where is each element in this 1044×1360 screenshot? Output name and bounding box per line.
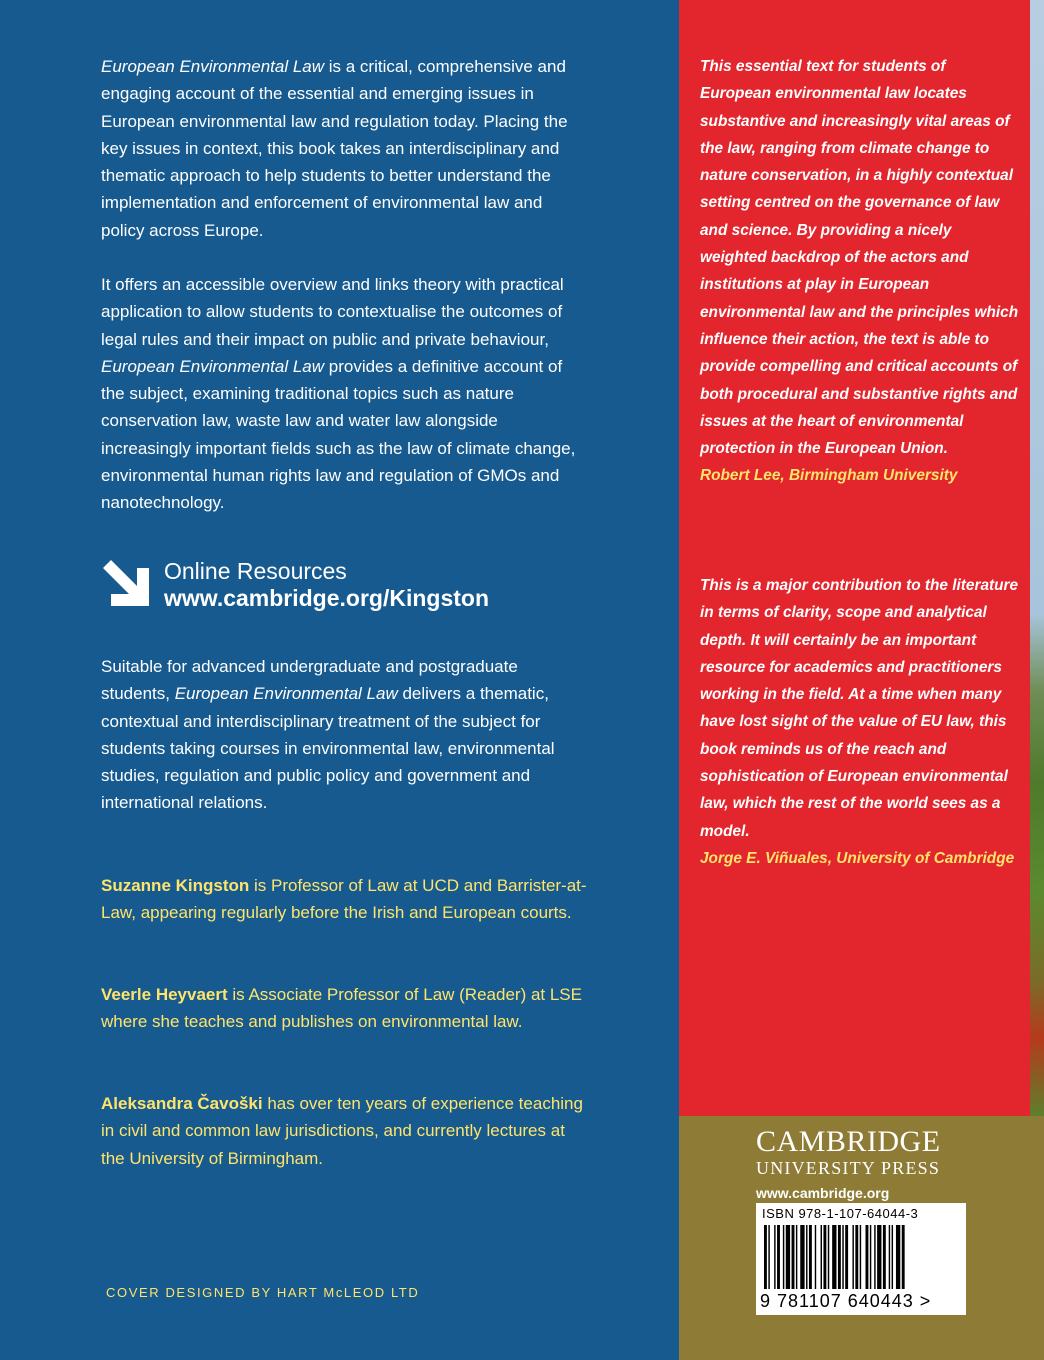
barcode-bar — [870, 1225, 871, 1289]
book-title-italic: European Environmental Law — [101, 356, 325, 376]
quote-attribution: Robert Lee, Birmingham University — [700, 467, 958, 485]
quote-text: This is a major contribution to the literature in terms of clarity, scope and analytical depth. It will certainly be an important resource for academics and practitioners working in the field. At a time when many have lost sight of the value of EU law, this book reminds us of the reach and sophistication of European environmental law, which the rest of the world sees as a model. — [700, 577, 1019, 840]
author-name: Aleksandra Čavoški — [101, 1094, 263, 1113]
author-bio-kingston — [101, 872, 591, 927]
quote-text: This essential text for students of European environmental law locates substantive and increasingly vital areas of the law, ranging from climate change to nature conservation, in a highly contextual setting centred on the governance of law and science. By providing a nicely weighted backdrop of the actors and institutions at play in European environmental law and the principles which influence their action, the text is able to provide compelling and critical accounts of both procedural and substantive rights and issues at the heart of environmental protection in the European Union. — [700, 58, 1019, 458]
author-name: Veerle Heyvaert — [101, 985, 228, 1004]
cover-designer-credit: COVER DESIGNED BY HART McLEOD LTD — [106, 1285, 420, 1300]
blurb-text: delivers a thematic, contextual and interdisciplinary treatment of the subject for students taking courses in environmental law, environmental studies, regulation and public policy and government and international relations. — [101, 684, 555, 813]
author-bio-text: is Associate Professor of Law (Reader) at LSE where she teaches and publishes on environmental law. — [101, 985, 582, 1032]
barcode-bar — [800, 1225, 804, 1289]
author-bio-heyvaert — [101, 981, 591, 1036]
barcode-bar — [783, 1225, 784, 1289]
barcode-bar — [866, 1225, 869, 1289]
book-title-italic: European Environmental Law — [101, 57, 325, 76]
barcode-bar — [855, 1225, 858, 1289]
author-name: Suzanne Kingston — [101, 876, 250, 895]
barcode-bar — [842, 1225, 843, 1289]
barcode-bar — [892, 1225, 893, 1289]
barcode-bar — [764, 1225, 767, 1289]
barcode-bar — [838, 1225, 841, 1289]
online-resources-url[interactable]: www.cambridge.org/Kingston — [164, 585, 489, 611]
barcode-bars — [764, 1225, 958, 1289]
barcode-bar — [874, 1225, 875, 1289]
cover-photo-strip — [1030, 0, 1044, 1116]
blurb-paragraph-3 — [101, 653, 586, 817]
blurb-text: Suitable for advanced undergraduate and postgraduate students, — [101, 657, 518, 704]
barcode-bar — [786, 1225, 790, 1289]
isbn-label: ISBN 978-1-107-64044-3 — [762, 1206, 919, 1221]
barcode-bar — [883, 1225, 886, 1289]
barcode-bar — [768, 1225, 769, 1289]
barcode-bar — [806, 1225, 807, 1289]
blurb-text: is a critical, comprehensive and engaging account of the essential and emerging issues in European environmental law and regulation today. Placing the key issues in context, this book takes an interdisciplinary and thematic approach to help students to better understand the implementation and enforcement of environmental law and policy across Europe. — [101, 57, 568, 240]
publisher-logo — [756, 1126, 976, 1204]
barcode-bar — [777, 1225, 780, 1289]
barcode-bar — [821, 1225, 822, 1289]
book-title-italic: European Environmental Law — [174, 684, 398, 704]
barcode-bar — [832, 1225, 836, 1289]
barcode-bar — [815, 1225, 816, 1289]
barcode-bar — [902, 1225, 905, 1289]
publisher-subname: UNIVERSITY PRESS — [756, 1158, 941, 1178]
barcode-bar — [896, 1225, 900, 1289]
barcode-bar — [845, 1225, 848, 1289]
blurb-paragraph-2 — [101, 271, 586, 517]
author-bio-cavoski — [101, 1090, 591, 1172]
blurb-paragraph-1 — [101, 53, 586, 244]
barcode-bar — [828, 1225, 829, 1289]
barcode-bar — [774, 1225, 775, 1289]
barcode-bar — [809, 1225, 812, 1289]
isbn-barcode — [756, 1203, 966, 1315]
barcode-bar — [860, 1225, 861, 1289]
blurb-text: It offers an accessible overview and links theory with practical application to allow students to contextualise the outcomes of legal rules and their impact on public and private behaviour, — [101, 275, 564, 349]
barcode-bar — [852, 1225, 853, 1289]
barcode-bar — [823, 1225, 826, 1289]
blurb-text: provides a definitive account of the subject, examining traditional topics such as nature conservation law, waste law and water law alongside increasingly important fields such as the law of climate change, environmental human rights law and regulation of GMOs and nanotechnology. — [101, 356, 576, 513]
endorsement-quote-1 — [700, 53, 1020, 490]
endorsement-quote-2 — [700, 572, 1020, 872]
barcode-number: 9 781107 640443 > — [760, 1291, 932, 1311]
barcode-bar — [877, 1225, 881, 1289]
barcode-bar — [796, 1225, 797, 1289]
publisher-url[interactable]: www.cambridge.org — [756, 1185, 890, 1201]
author-bio-text: has over ten years of experience teaching in civil and common law jurisdictions, and currently lectures at the University of Birmingham. — [101, 1094, 583, 1168]
arrow-down-right-icon — [101, 558, 151, 608]
author-bio-text: is Professor of Law at UCD and Barrister-at-Law, appearing regularly before the Irish and European courts. — [101, 876, 587, 923]
barcode-bar — [889, 1225, 890, 1289]
online-resources — [101, 556, 621, 612]
quote-attribution: Jorge E. Viñuales, University of Cambridge — [700, 849, 1015, 867]
barcode-bar — [792, 1225, 795, 1289]
online-resources-label: Online Resources — [164, 558, 347, 584]
publisher-name: CAMBRIDGE — [756, 1125, 941, 1158]
